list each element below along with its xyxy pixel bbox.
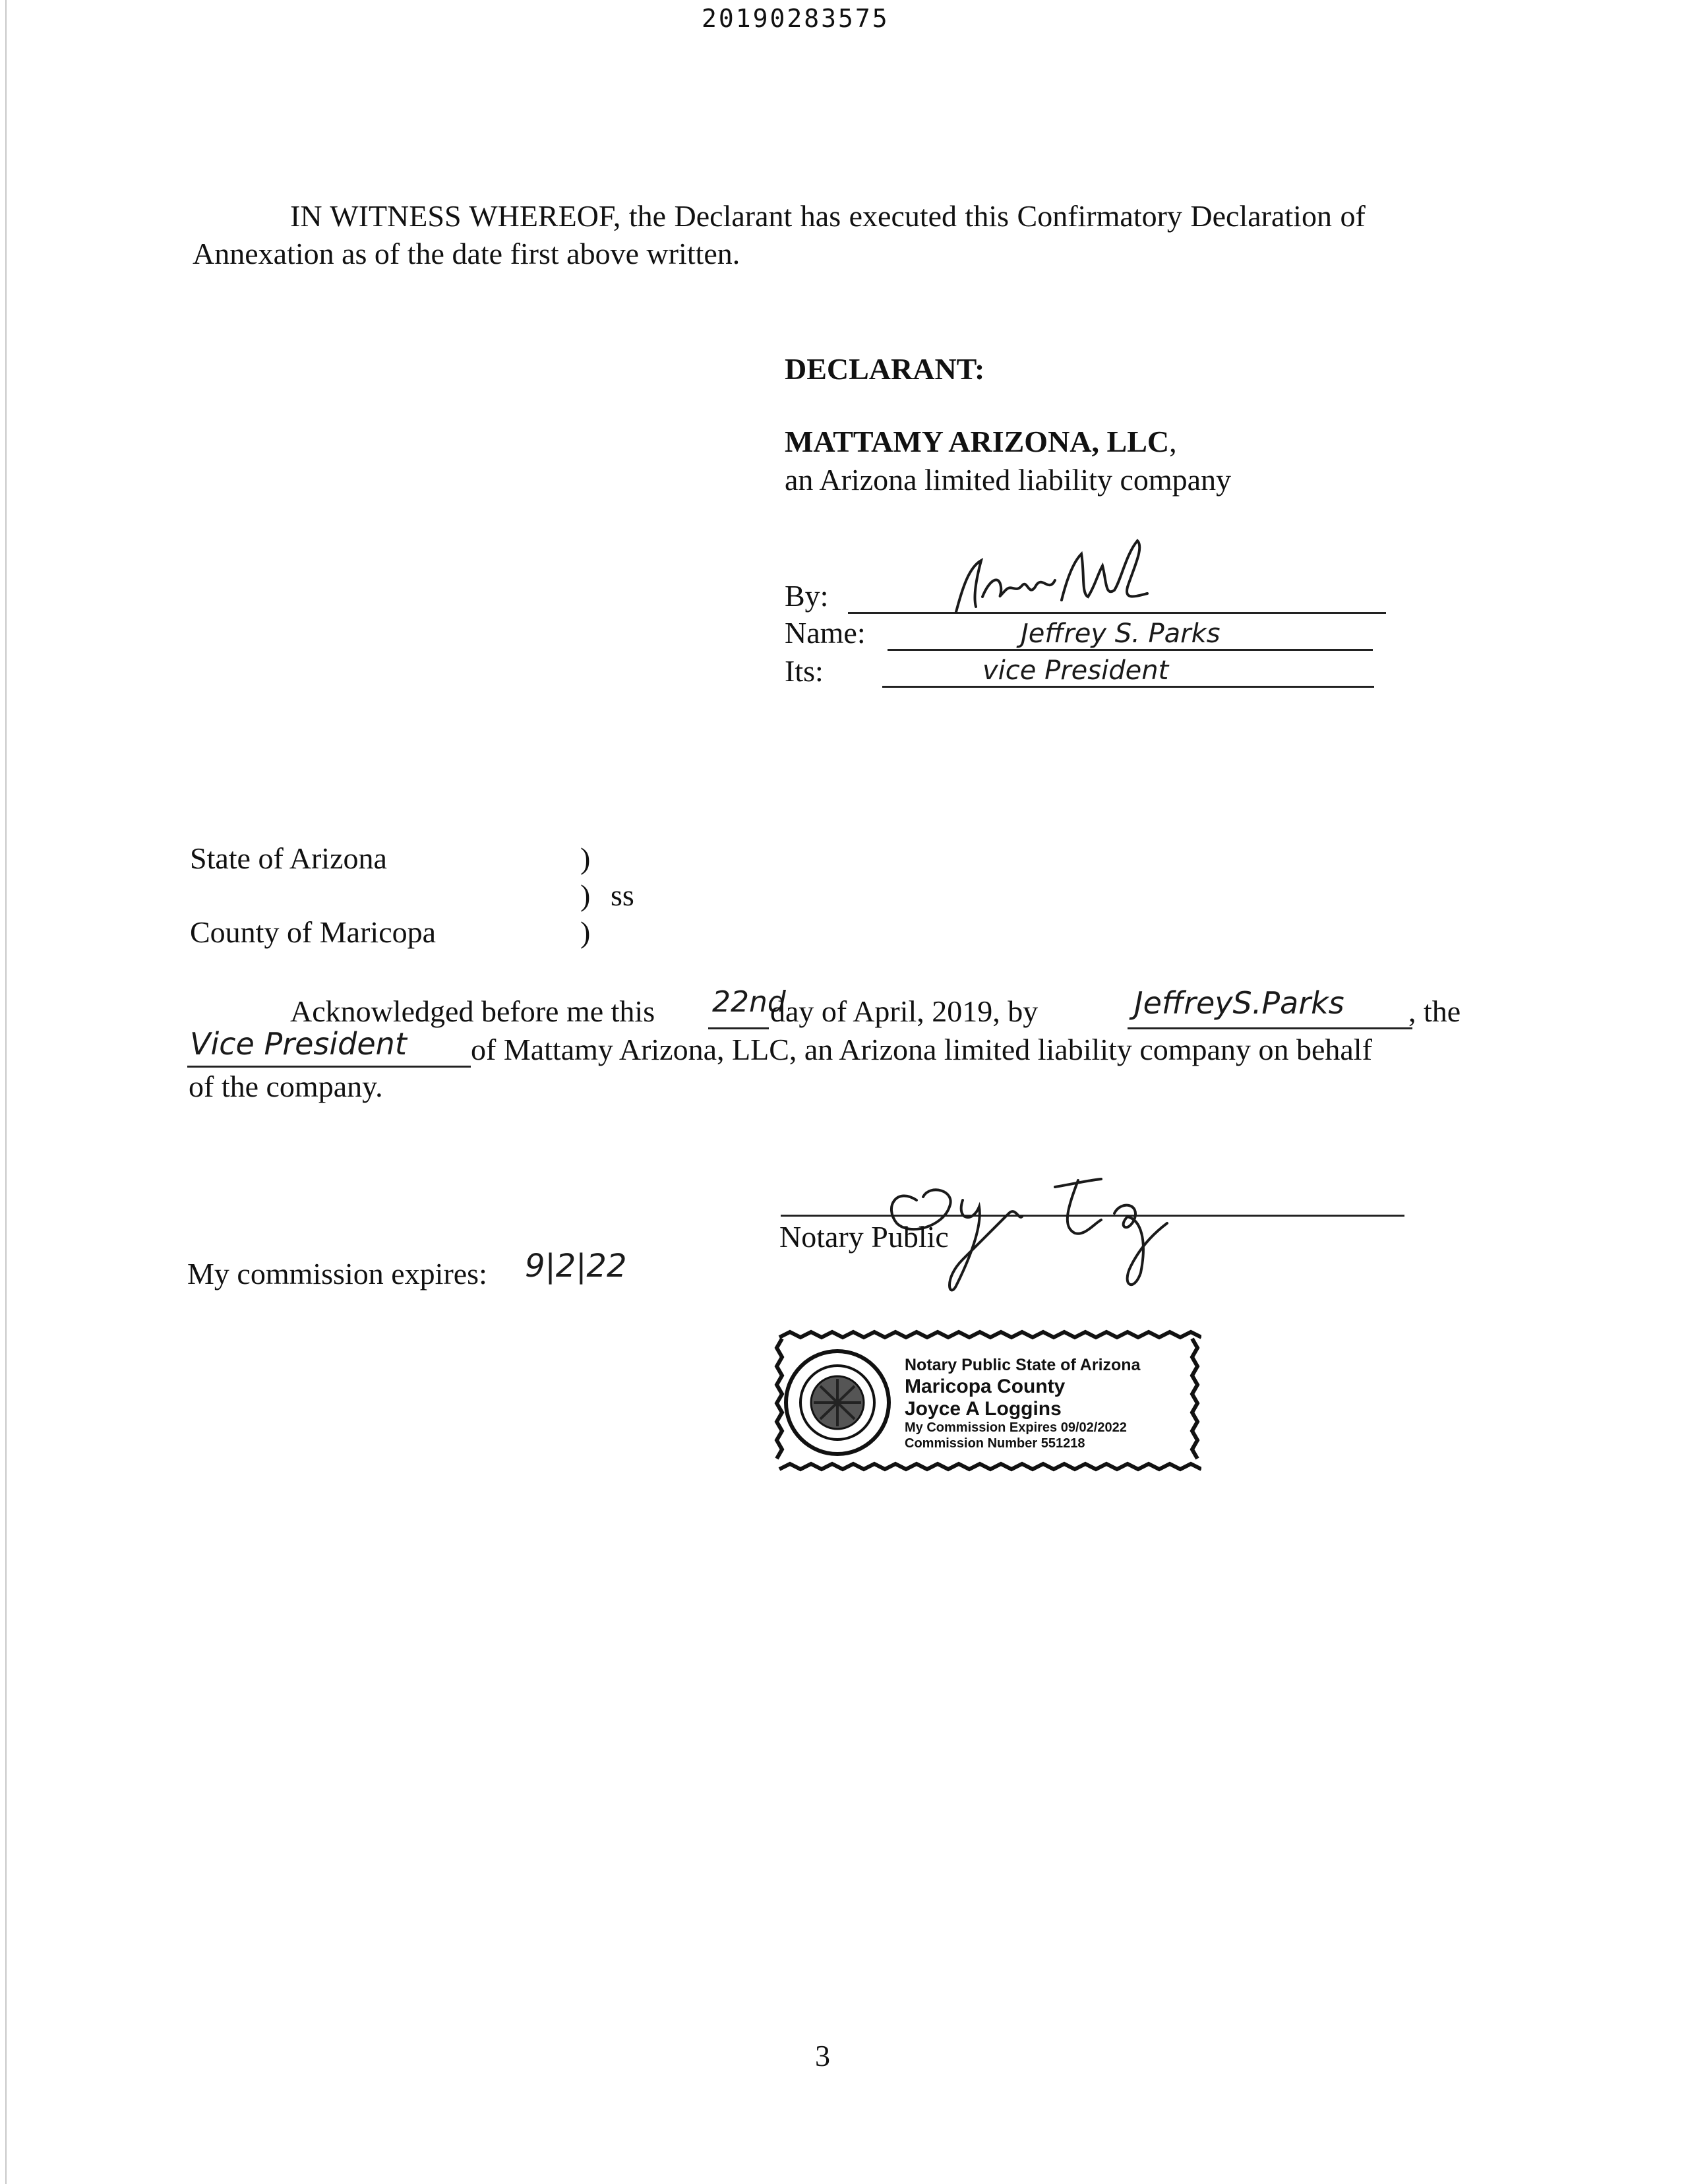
name-label: Name: [785,616,866,650]
by-label: By: [785,579,829,613]
company-name [785,423,1177,460]
company-description: an Arizona limited liability company [785,463,1232,497]
scan-edge [5,0,7,2184]
its-value: vice President [982,655,1169,686]
venue-ss: ss [611,878,634,912]
stamp-line-3: Joyce A Loggins [905,1398,1062,1420]
commission-value: 9|2|22 [525,1248,627,1285]
venue-paren-3: ) [580,915,591,949]
page-number: 3 [815,2039,830,2073]
state-label: State of Arizona [190,841,387,875]
ack-line-2: of Mattamy Arizona, LLC, an Arizona limited liability company on behalf [471,1033,1372,1066]
ack-text-a: Acknowledged before me this [290,994,655,1028]
venue-paren-2: ) [580,878,591,912]
ack-person-value: JeffreyS.Parks [1134,985,1344,1021]
stamp-line-1: Notary Public State of Arizona [905,1356,1141,1374]
stamp-line-4: My Commission Expires 09/02/2022 [905,1420,1127,1435]
name-line [888,649,1373,651]
county-label: County of Maricopa [190,915,437,949]
notary-label: Notary Public [779,1220,949,1254]
its-line [882,686,1374,688]
ack-title-value: Vice President [190,1026,407,1062]
ack-line-3: of the company. [189,1070,383,1103]
ack-day-value: 22nd [712,985,786,1019]
declarant-signature [950,534,1167,620]
declarant-heading: DECLARANT: [785,352,985,386]
stamp-line-5: Commission Number 551218 [905,1436,1085,1451]
commission-label: My commission expires: [187,1257,487,1290]
ack-text-b: day of April, 2019, by [770,994,1039,1028]
company-name-text: MATTAMY ARIZONA, LLC [785,425,1170,458]
notary-stamp [773,1328,1201,1477]
stamp-line-2: Maricopa County [905,1376,1066,1397]
name-value: Jeffrey S. Parks [1021,619,1221,649]
its-label: Its: [785,654,824,688]
ack-text-c: , the [1408,994,1461,1028]
ack-title-line [187,1066,471,1068]
document-number: 20190283575 [702,4,889,33]
venue-paren-1: ) [580,841,591,875]
witness-line-2: Annexation as of the date first above written. [193,237,740,270]
company-name-comma: , [1169,425,1177,458]
ack-day-line [708,1027,769,1029]
witness-line-1: IN WITNESS WHEREOF, the Declarant has executed this Confirmatory Declaration of [290,199,1366,233]
ack-person-line [1128,1027,1412,1029]
